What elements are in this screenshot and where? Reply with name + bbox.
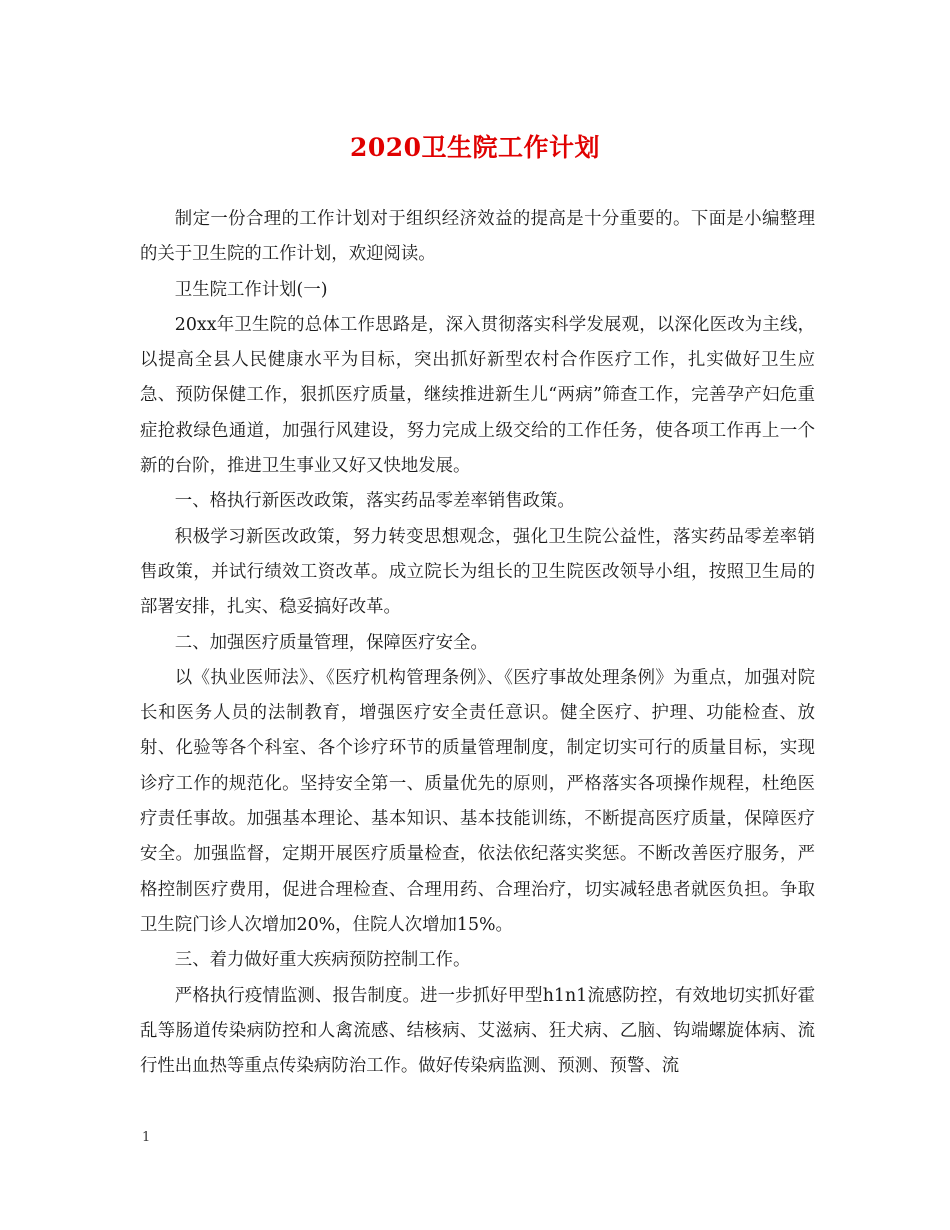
document-body bbox=[140, 202, 815, 1084]
section-paragraph-1: 积极学习新医改政策，努力转变思想观念，强化卫生院公益性，落实药品零差率销售政策，并试行绩效工资改革。成立院长为组长的卫生院医改领导小组，按照卫生局的部署安排，扎实、稳妥搞好改革。 bbox=[140, 526, 815, 618]
overview-paragraph: 20xx年卫生院的总体工作思路是，深入贯彻落实科学发展观，以深化医改为主线，以提高全县人民健康水平为目标，突出抓好新型农村合作医疗工作，扎实做好卫生应急、预防保健工作，狠抓医疗质量，继续推进新生儿“两病”筛查工作，完善孕产妇危重症抢救绿色通道，加强行风建设，努力完成上级交给的工作任务，使各项工作再上一个新的台阶，推进卫生事业又好又快地发展。 bbox=[140, 314, 815, 477]
section-heading-3: 三、着力做好重大疾病预防控制工作。 bbox=[174, 950, 471, 971]
page-number: 1 bbox=[142, 1130, 151, 1145]
intro-paragraph: 制定一份合理的工作计划对于组织经济效益的提高是十分重要的。下面是小编整理的关于卫生院的工作计划，欢迎阅读。 bbox=[140, 209, 815, 265]
section-heading-plan-one: 卫生院工作计划(一) bbox=[174, 279, 328, 300]
section-heading-1: 一、格执行新医改政策，落实药品零差率销售政策。 bbox=[174, 491, 575, 512]
document-title: 2020卫生院工作计划 bbox=[349, 133, 601, 162]
section-paragraph-3: 严格执行疫情监测、报告制度。进一步抓好甲型h1n1流感防控，有效地切实抓好霍乱等肠道传染病防控和人禽流感、结核病、艾滋病、狂犬病、乙脑、钩端螺旋体病、流行性出血热等重点传染病防治工作。做好传染病监测、预测、预警、流 bbox=[140, 985, 815, 1077]
section-paragraph-2: 以《执业医师法》、《医疗机构管理条例》、《医疗事故处理条例》为重点，加强对院长和医务人员的法制教育，增强医疗安全责任意识。健全医疗、护理、功能检查、放射、化验等各个科室、各个诊疗环节的质量管理制度，制定切实可行的质量目标，实现诊疗工作的规范化。坚持安全第一、质量优先的原则，严格落实各项操作规程，杜绝医疗责任事故。加强基本理论、基本知识、基本技能训练，不断提高医疗质量，保障医疗安全。加强监督，定期开展医疗质量检查，依法依纪落实奖惩。不断改善医疗服务，严格控制医疗费用，促进合理检查、合理用药、合理治疗，切实减轻患者就医负担。争取卫生院门诊人次增加20%，住院人次增加15%。 bbox=[140, 667, 815, 935]
section-heading-2: 二、加强医疗质量管理，保障医疗安全。 bbox=[174, 632, 488, 653]
